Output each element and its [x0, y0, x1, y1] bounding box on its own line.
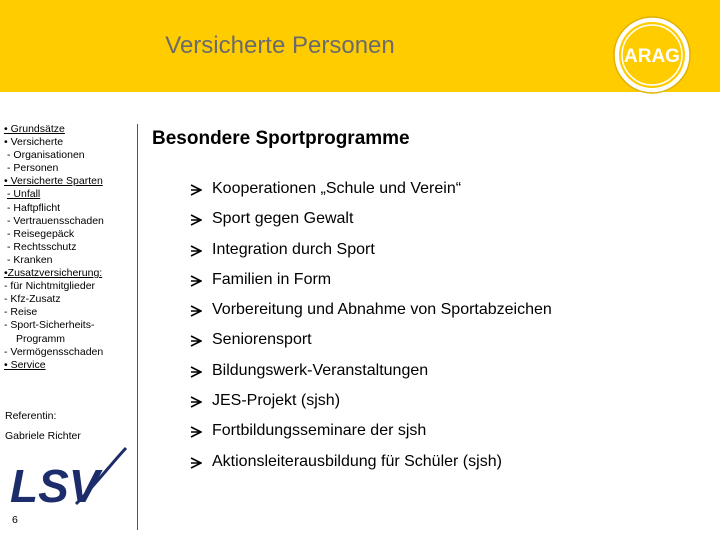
logo-text: ARAG — [624, 46, 680, 67]
program-label: Aktionsleiterausbildung für Schüler (sjsh) — [212, 452, 502, 470]
sidebar-item[interactable]: - Unfall — [7, 188, 41, 201]
program-item — [190, 241, 552, 271]
program-item — [190, 331, 552, 361]
arag-logo — [612, 15, 692, 95]
sidebar-item: • Versicherte — [4, 136, 64, 149]
sidebar-item: - Kranken — [7, 253, 53, 266]
program-item — [190, 271, 552, 301]
page-title: Versicherte Personen — [165, 32, 395, 59]
arrow-bullet-icon — [190, 396, 202, 408]
sidebar-item: - Haftpflicht — [7, 201, 61, 214]
program-label: JES-Projekt (sjsh) — [212, 392, 341, 410]
sidebar-item: - Kfz-Zusatz — [4, 293, 61, 306]
program-label: Seniorensport — [212, 331, 312, 349]
arrow-bullet-icon — [190, 426, 202, 438]
program-label: Integration durch Sport — [212, 240, 375, 258]
sidebar-item: - Reisegepäck — [7, 227, 75, 240]
program-item — [190, 422, 552, 452]
program-item — [190, 362, 552, 392]
program-list — [190, 180, 552, 483]
sidebar-item: - Reise — [4, 306, 38, 319]
sidebar-nav — [4, 123, 130, 372]
program-label: Familien in Form — [212, 270, 332, 288]
arrow-bullet-icon — [190, 184, 202, 196]
sidebar-item: - Vermögensschaden — [4, 345, 104, 358]
arrow-bullet-icon — [190, 335, 202, 347]
arrow-bullet-icon — [190, 305, 202, 317]
sidebar-item: - für Nichtmitglieder — [4, 280, 96, 293]
lsv-logo — [6, 444, 130, 514]
program-label: Fortbildungsseminare der sjsh — [212, 422, 427, 440]
sidebar-item[interactable]: • Service — [4, 358, 46, 371]
sidebar-item[interactable]: •Zusatzversicherung: — [4, 267, 103, 280]
arrow-bullet-icon — [190, 214, 202, 226]
program-item — [190, 453, 552, 483]
sidebar-item: - Rechtsschutz — [7, 240, 77, 253]
sidebar-divider — [137, 124, 138, 530]
program-label: Vorbereitung und Abnahme von Sportabzeichen — [212, 301, 552, 319]
sidebar-item[interactable]: • Grundsätze — [4, 123, 65, 135]
section-title: Besondere Sportprogramme — [152, 128, 410, 149]
page-number: 6 — [12, 514, 18, 526]
program-label: Sport gegen Gewalt — [212, 210, 354, 228]
sidebar-item: - Personen — [7, 162, 59, 175]
referentin-name: Gabriele Richter — [5, 430, 81, 442]
arrow-bullet-icon — [190, 366, 202, 378]
sidebar-item: Programm — [16, 332, 66, 345]
sidebar-item: - Vertrauensschaden — [7, 214, 104, 227]
program-label: Kooperationen „Schule und Verein“ — [212, 180, 462, 197]
program-item — [190, 180, 552, 210]
lsv-logo-text: LSV — [10, 460, 100, 512]
sidebar-item: - Organisationen — [7, 149, 85, 162]
program-item — [190, 210, 552, 240]
arrow-bullet-icon — [190, 457, 202, 469]
arrow-bullet-icon — [190, 275, 202, 287]
sidebar-item: - Sport-Sicherheits- — [4, 319, 95, 332]
program-item — [190, 301, 552, 331]
arrow-bullet-icon — [190, 245, 202, 257]
program-label: Bildungswerk-Veranstaltungen — [212, 361, 429, 379]
sidebar-item[interactable]: • Versicherte Sparten — [4, 175, 103, 188]
referentin-label: Referentin: — [5, 410, 57, 422]
program-item — [190, 392, 552, 422]
